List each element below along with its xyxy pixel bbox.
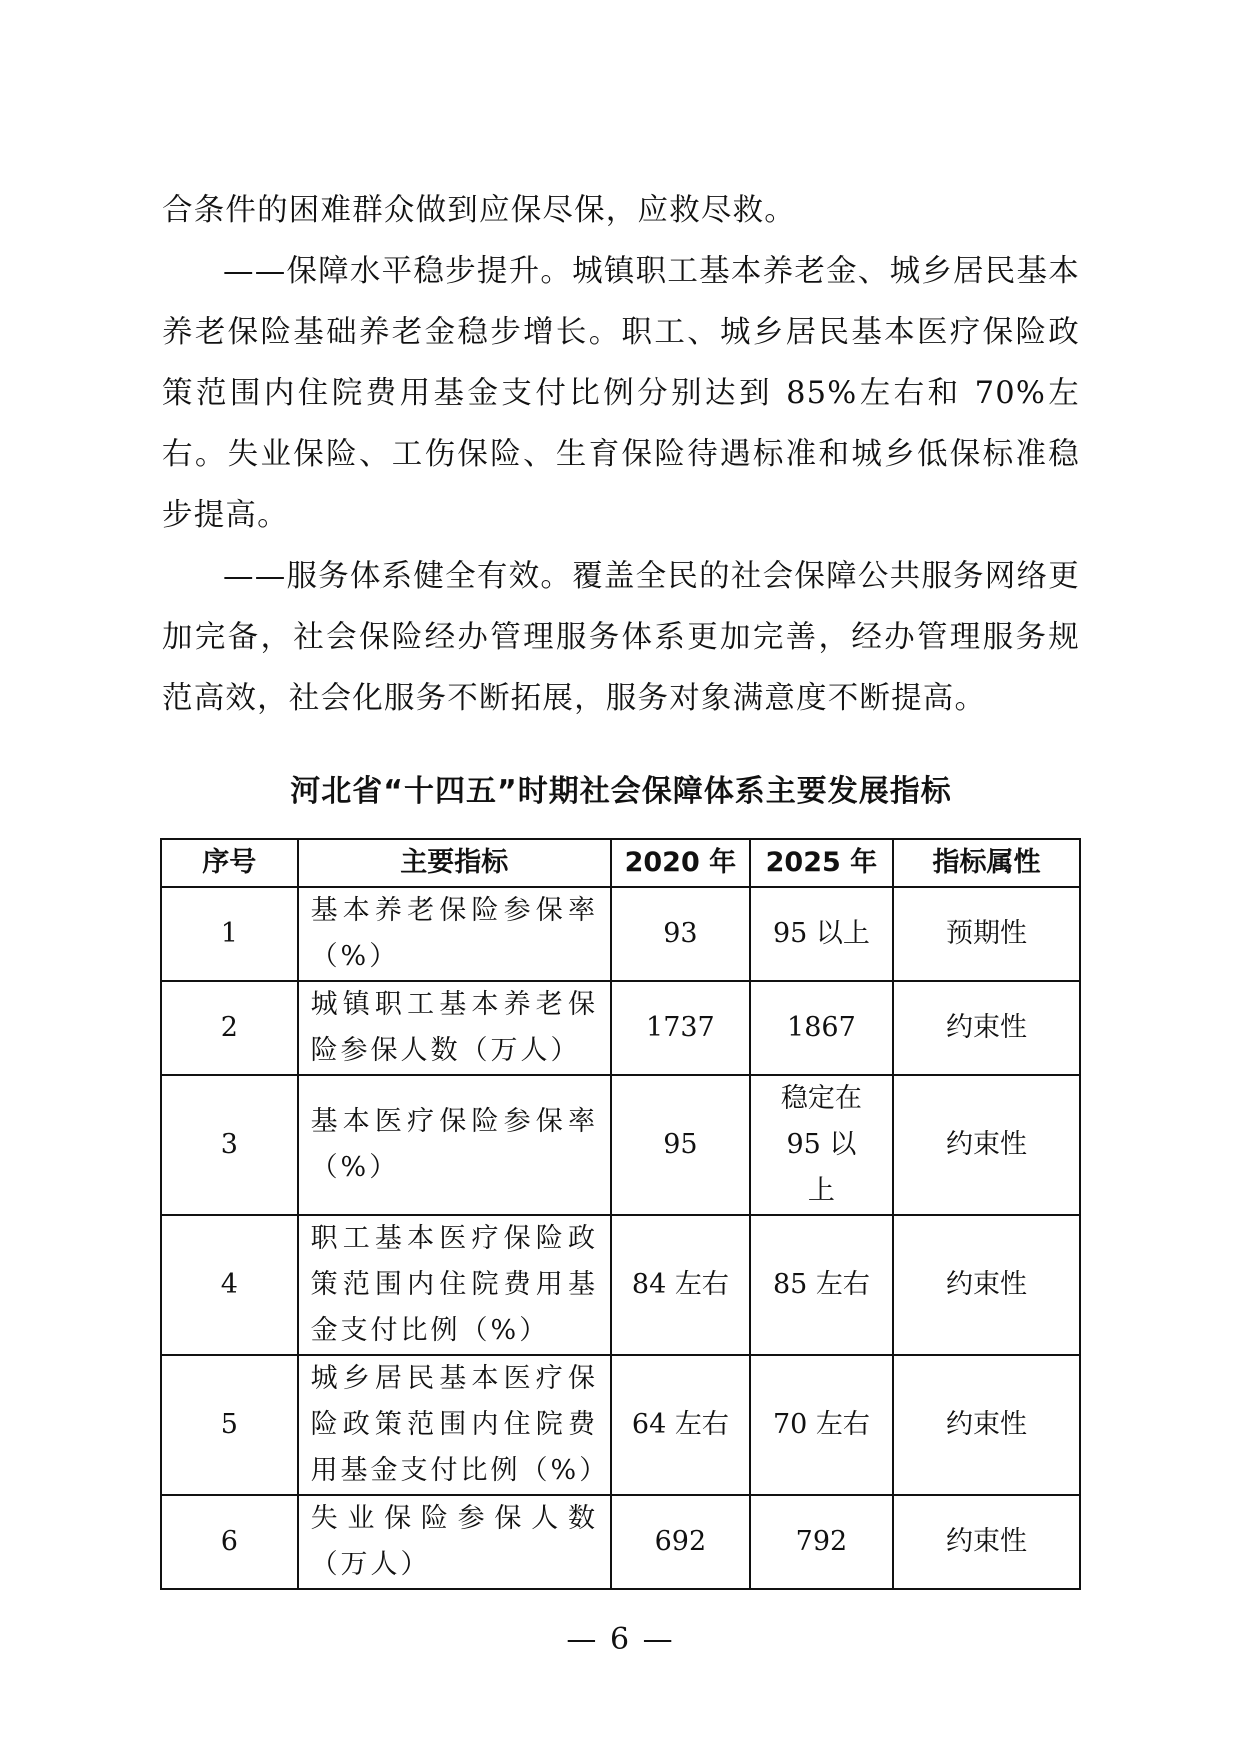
- paragraph: 合条件的困难群众做到应保尽保，应救尽救。: [162, 193, 796, 228]
- table-row: [161, 1075, 1080, 1215]
- table-header-row: [161, 839, 1080, 887]
- cell-2020: 64 左右: [611, 1355, 750, 1495]
- header-attribute: 指标属性: [893, 839, 1080, 887]
- table-row: [161, 1495, 1080, 1589]
- cell-attribute: 约束性: [893, 1355, 1080, 1495]
- cell-attribute: 预期性: [893, 887, 1080, 981]
- cell-indicator: 失业保险参保人数（万人）: [298, 1495, 611, 1589]
- cell-2025: 95 以上: [750, 887, 893, 981]
- cell-attribute: 约束性: [893, 981, 1080, 1075]
- cell-2020: 1737: [611, 981, 750, 1075]
- cell-2025: 1867: [750, 981, 893, 1075]
- cell-2020: 84 左右: [611, 1215, 750, 1355]
- cell-indicator: 城乡居民基本医疗保险政策范围内住院费用基金支付比例（%）: [298, 1355, 611, 1495]
- cell-2025: 稳定在95 以上: [750, 1075, 893, 1215]
- header-no: 序号: [161, 839, 298, 887]
- paragraph: ——服务体系健全有效。覆盖全民的社会保障公共服务网络更加完备，社会保险经办管理服务体系更加完善，经办管理服务规范高效，社会化服务不断拓展，服务对象满意度不断提高。: [162, 559, 1080, 716]
- cell-indicator: 职工基本医疗保险政策范围内住院费用基金支付比例（%）: [298, 1215, 611, 1355]
- cell-no: 2: [161, 981, 298, 1075]
- cell-indicator: 基本医疗保险参保率（%）: [298, 1075, 611, 1215]
- table-row: [161, 1215, 1080, 1355]
- cell-2020: 93: [611, 887, 750, 981]
- cell-no: 1: [161, 887, 298, 981]
- cell-no: 5: [161, 1355, 298, 1495]
- cell-2020: 95: [611, 1075, 750, 1215]
- table-row: [161, 887, 1080, 981]
- paragraph: ——保障水平稳步提升。城镇职工基本养老金、城乡居民基本养老保险基础养老金稳步增长。职工、城乡居民基本医疗保险政策范围内住院费用基金支付比例分别达到 85%左右和 70%左右。失业保险、工伤保险、生育保险待遇标准和城乡低保标准稳步提高。: [162, 254, 1080, 533]
- cell-no: 4: [161, 1215, 298, 1355]
- table-row: [161, 1355, 1080, 1495]
- cell-attribute: 约束性: [893, 1495, 1080, 1589]
- table-title: 河北省“十四五”时期社会保障体系主要发展指标: [290, 774, 952, 809]
- page-number: — 6 —: [566, 1622, 675, 1657]
- cell-no: 3: [161, 1075, 298, 1215]
- header-indicator: 主要指标: [298, 839, 611, 887]
- cell-2020: 692: [611, 1495, 750, 1589]
- indicators-table: [160, 838, 1081, 1590]
- cell-indicator: 基本养老保险参保率（%）: [298, 887, 611, 981]
- cell-attribute: 约束性: [893, 1215, 1080, 1355]
- header-2020: 2020 年: [611, 839, 750, 887]
- cell-no: 6: [161, 1495, 298, 1589]
- body-text: [162, 180, 1080, 729]
- cell-indicator: 城镇职工基本养老保险参保人数（万人）: [298, 981, 611, 1075]
- table-row: [161, 981, 1080, 1075]
- cell-2025: 792: [750, 1495, 893, 1589]
- header-2025: 2025 年: [750, 839, 893, 887]
- cell-2025: 70 左右: [750, 1355, 893, 1495]
- cell-2025: 85 左右: [750, 1215, 893, 1355]
- cell-attribute: 约束性: [893, 1075, 1080, 1215]
